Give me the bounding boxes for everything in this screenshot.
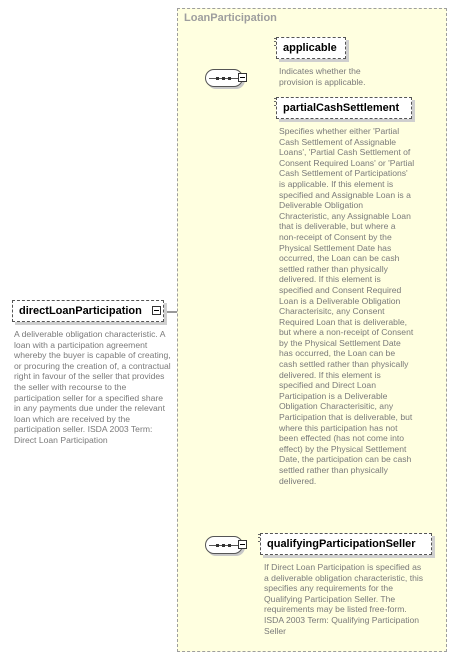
child-element-name: partialCashSettlement <box>283 102 400 114</box>
child-element-partial-cash-settlement[interactable] <box>276 97 412 119</box>
root-collapse-toggle[interactable] <box>152 306 161 315</box>
child-element-doc: Indicates whether the provision is applicable. <box>279 66 366 87</box>
child-element-qualifying-participation-seller[interactable] <box>260 533 432 555</box>
sequence-top-collapse-toggle[interactable] <box>238 73 247 82</box>
root-element-name: directLoanParticipation <box>19 305 142 317</box>
type-name-label: LoanParticipation <box>184 12 277 24</box>
child-element-doc: Specifies whether either 'Partial Cash Settlement of Assignable Loans', 'Partial Cash Settlement of Consent Required Loans' or 'Partial Cash Settlement of Participations' is applicable. If this element is specified and Assignable Loan is a Deliverable Obligation Chracteristic, any Assignable Loan that is deliverable, but where a non-receipt of Consent by the Physical Settlement Date has occurred, the Loan can be cash settled rather than physically delivered. If this element is specified and Consent Required Loan is a Deliverable Obligation Characterisitc, any Consent Required Loan that is deliverable, but where a non-receipt of Consent by the Physical Settlement Date has occurred, the Loan can be cash settled rather than physically delivered. If this element is specified and Direct Loan Participation is a Deliverable Obligation Characterisitic, any Participation that is deliverable, but where this participation has not been effected (has not come into effect) by the Physical Settlement Date, the participation can be cash settled rather than physically delivered. <box>279 126 415 486</box>
sequence-bottom-collapse-toggle[interactable] <box>238 540 247 549</box>
child-element-applicable[interactable] <box>276 37 346 59</box>
root-element-box[interactable] <box>12 300 164 322</box>
child-element-name: qualifyingParticipationSeller <box>267 538 416 550</box>
child-element-doc: If Direct Loan Participation is specified as a deliverable obligation characteristic, this specifies any requirements for the Qualifying Participation Seller. The requirements may be listed free-form. ISDA 2003 Term: Qualifying Participation Seller <box>264 562 424 636</box>
root-element-doc: A deliverable obligation characteristic. A loan with a participation agreement whereby the buyer is capable of creating, or procuring the creation of, a contractual right in favour of the seller that provides the seller with recourse to the participation seller for a specified share in any payments due under the relevant loan which are received by the participation seller. ISDA 2003 Term: Direct Loan Participation <box>14 329 171 445</box>
child-element-name: applicable <box>283 42 337 54</box>
